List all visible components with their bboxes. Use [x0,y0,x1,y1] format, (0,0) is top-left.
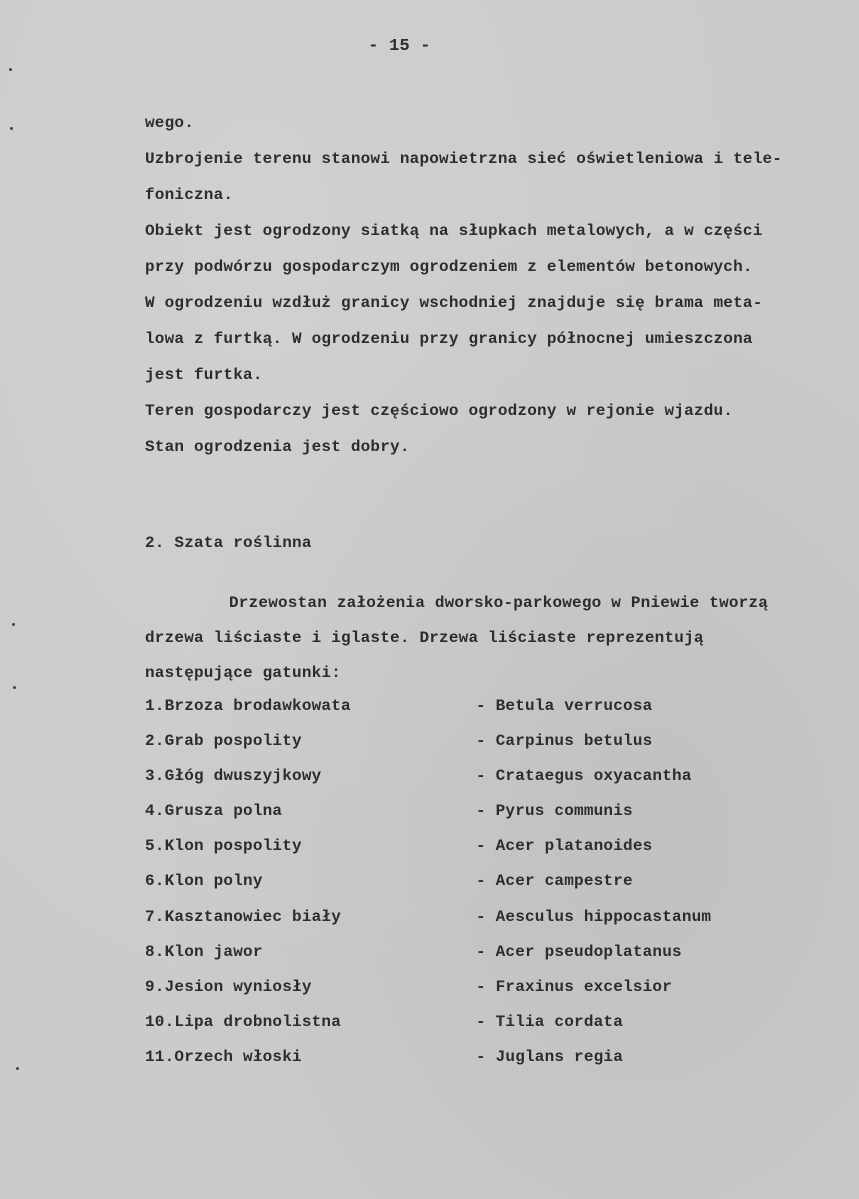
paper-speck [10,127,13,130]
species-latin-name: - Acer campestre [476,872,633,891]
list-item [145,1008,825,1043]
species-latin-name: - Acer platanoides [476,837,653,856]
species-latin-name: - Carpinus betulus [476,732,653,751]
species-latin-name: - Tilia cordata [476,1012,624,1031]
list-item [145,973,825,1008]
species-latin-name: - Juglans regia [476,1047,624,1066]
paper-speck [16,1067,19,1070]
species-list [145,692,825,1078]
body-paragraph [145,108,825,468]
species-polish-name: 5.Klon pospolity [145,837,302,856]
species-polish-name: 9.Jesion wyniosły [145,977,312,996]
species-polish-name: 10.Lipa drobnolistna [145,1012,342,1031]
text-line: Teren gospodarczy jest częściowo ogrodzony w rejonie wjazdu. [145,402,734,420]
species-polish-name: 1.Brzoza brodawkowata [145,697,351,715]
list-item [145,903,825,938]
page-number: - 15 - [368,37,431,56]
list-item [145,938,825,973]
paper-speck [12,623,15,626]
text-line: foniczna. [145,186,234,204]
species-polish-name: 11.Orzech włoski [145,1047,302,1066]
text-line: jest furtka. [145,366,263,384]
paper-speck [9,68,12,71]
species-latin-name: - Aesculus hippocastanum [476,907,712,926]
text-line: lowa z furtką. W ogrodzeniu przy granicy północnej umieszczona [145,330,753,348]
list-item [145,1043,825,1078]
text-line: Obiekt jest ogrodzony siatką na słupkach metalowych, a w części [145,222,763,240]
species-latin-name: - Acer pseudoplatanus [476,942,682,961]
text-line: Stan ogrodzenia jest dobry. [145,438,410,456]
list-item [145,867,825,902]
species-latin-name: - Crataegus oxyacantha [476,767,692,786]
species-latin-name: - Fraxinus excelsior [476,977,673,996]
text-line: Drzewostan założenia dworsko-parkowego w Pniewie tworzą [229,594,769,612]
text-line: Uzbrojenie terenu stanowi napowietrzna sieć oświetleniowa i tele- [145,150,783,168]
text-line: wego. [145,114,195,132]
paper-speck [13,686,16,689]
species-polish-name: 7.Kasztanowiec biały [145,907,342,926]
species-polish-name: 4.Grusza polna [145,802,283,821]
species-polish-name: 3.Głóg dwuszyjkowy [145,767,322,786]
species-polish-name: 6.Klon polny [145,872,263,891]
list-item [145,762,825,797]
text-line: przy podwórzu gospodarczym ogrodzeniem z elementów betonowych. [145,258,753,276]
list-item [145,692,825,727]
species-polish-name: 2.Grab pospolity [145,732,302,751]
species-latin-name: - Pyrus communis [476,802,633,821]
species-latin-name: - Betula verrucosa [476,697,653,715]
text-line: następujące gatunki: [145,664,342,682]
text-line: drzewa liściaste i iglaste. Drzewa liściaste reprezentują [145,629,704,647]
species-polish-name: 8.Klon jawor [145,942,263,961]
list-item [145,832,825,867]
intro-paragraph [145,588,825,693]
text-line: W ogrodzeniu wzdłuż granicy wschodniej znajduje się brama meta- [145,294,763,312]
list-item [145,727,825,762]
section-heading: 2. Szata roślinna [145,534,312,552]
list-item [145,797,825,832]
